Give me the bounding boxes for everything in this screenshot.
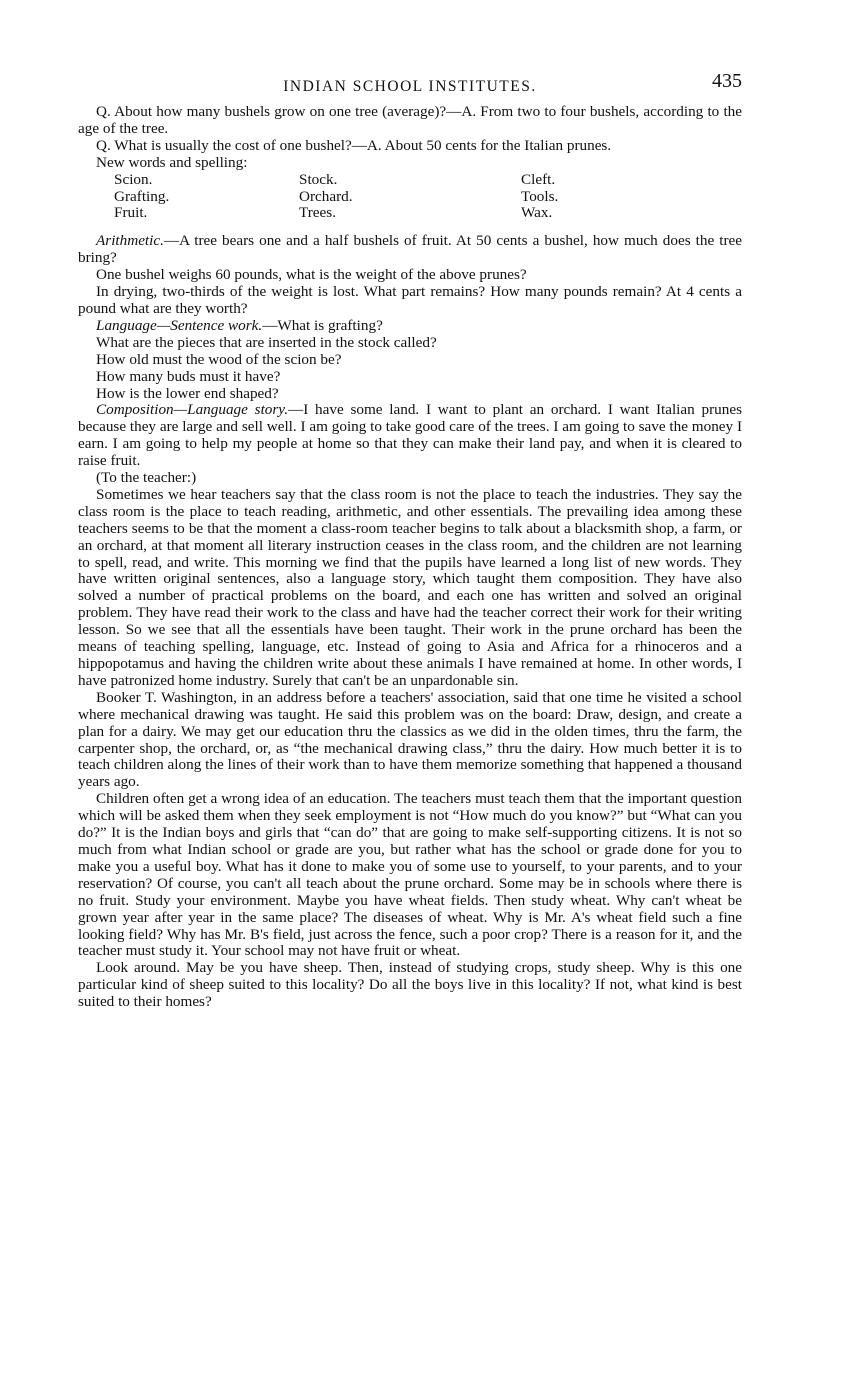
page-number: 435 bbox=[712, 70, 742, 92]
word: Scion. bbox=[114, 170, 153, 188]
word: Grafting. bbox=[114, 187, 170, 205]
language-text: —What is grafting? bbox=[262, 316, 383, 334]
body-text bbox=[78, 104, 742, 1011]
language-question-5: How is the lower end shaped? bbox=[96, 384, 279, 402]
word: Fruit. bbox=[114, 204, 148, 222]
word: Wax. bbox=[521, 204, 553, 222]
paragraph: Sometimes we hear teachers say that the class room is not the place to teach the industries. They say the class room is the place to teach reading, arithmetic, and other essentials. The prevailing idea among these teachers seems to be that the moment a class-room teacher begins to talk about a blacksmith shop, a farm, or an orchard, at that moment all literary instruction ceases in the class room, and the children are not learning to spell, read, and write. This morning we find that the pupils have learned a long list of new words. They have written original sentences, also a language story, which taught them composition. They have also solved a number of practical problems on the board, and each one has written and solved an original problem. They have read their work to the class and have had the teacher correct their work for their writing lesson. So we see that all the essentials have been taught. Their work in the prune orchard has been the means of teaching spelling, language, etc. Instead of going to Asia and Africa for a rhinoceros and a hippopotamus and having the children write about these animals I have remained at home. In other words, I have patronized home industry. Surely that can't be an unpardonable sin. bbox=[78, 485, 742, 689]
page bbox=[78, 70, 742, 1011]
running-head: INDIAN SCHOOL INSTITUTES. bbox=[283, 78, 537, 95]
arithmetic-label: Arithmetic. bbox=[96, 232, 164, 250]
word: Tools. bbox=[521, 187, 559, 205]
paragraph: Booker T. Washington, in an address before a teachers' association, said that one time he visited a school where mechanical drawing was taught. He said this problem was on the board: Draw, design, and create a plan for a dairy. We may get our education thru the classics as we did in the olden times, thru the farm, the carpenter shop, the orchard, or, as “the mechanical drawing class,” thru the dairy. How much better it is to teach children along the lines of their work than to have them memorize something that happened a thousand years ago. bbox=[78, 688, 742, 791]
paragraph: Look around. May be you have sheep. Then, instead of studying crops, study sheep. Why is this one particular kind of sheep suited to this locality? Do all the boys live in this locality? If not, what kind is best suited to their homes? bbox=[78, 959, 742, 1011]
qa-2: Q. What is usually the cost of one bushel?—A. About 50 cents for the Italian prunes. bbox=[96, 136, 612, 154]
language-question-4: How many buds must it have? bbox=[96, 367, 281, 385]
page-header bbox=[78, 70, 742, 104]
arithmetic-problem-3: In drying, two-thirds of the weight is lost. What part remains? How many pounds remain? At 4 cents a pound what are they worth? bbox=[78, 283, 742, 317]
composition-label: Composition—Language story. bbox=[96, 401, 288, 419]
to-teacher: (To the teacher:) bbox=[96, 469, 197, 487]
arithmetic-problem-1 bbox=[78, 233, 742, 267]
word: Stock. bbox=[299, 170, 338, 188]
qa-1: Q. About how many bushels grow on one tree (average)?—A. From two to four bushels, according to the age of the tree. bbox=[78, 103, 742, 137]
word: Trees. bbox=[299, 204, 336, 222]
language-question-1 bbox=[78, 318, 742, 335]
language-question-3: How old must the wood of the scion be? bbox=[96, 350, 342, 368]
new-words-heading: New words and spelling: bbox=[96, 153, 248, 171]
word: Orchard. bbox=[299, 187, 353, 205]
paragraph: Children often get a wrong idea of an education. The teachers must teach them that the important question which will be asked them when they seek employment is not “How much do you know?” but “What can you do?” It is the Indian boys and girls that “can do” that are going to make self-supporting citizens. It is not so much from what Indian school or grade are you, but rather what has the school or grade done for you to make you a useful boy. What has it done to make you of some use to yourself, to your parents, and to your reservation? Of course, you can't all teach about the prune orchard. Some may be in schools where there is no fruit. Study your environment. Maybe you have wheat fields. Then study wheat. Why can't wheat be grown year after year in the same place? The diseases of wheat. Why is Mr. A's wheat field such a fine looking field? Why has Mr. B's field, just across the fence, such a poor crop? There is a reason for it, and the teacher must study it. Your school may not have fruit or wheat. bbox=[78, 790, 742, 960]
language-label: Language—Sentence work. bbox=[96, 316, 263, 334]
word: Cleft. bbox=[521, 170, 556, 188]
arithmetic-problem-2: One bushel weighs 60 pounds, what is the weight of the above prunes? bbox=[96, 266, 527, 284]
language-question-2: What are the pieces that are inserted in the stock called? bbox=[96, 333, 437, 351]
composition-text: —I have some land. I want to plant an orchard. I want Italian prunes because they are large and sell well. I am going to take good care of the trees. I am going to save the money I earn. I am going to help my people at home so that they can make their land pay, and when it is cleared to raise fruit. bbox=[78, 401, 742, 470]
composition-story bbox=[78, 402, 742, 470]
arithmetic-text: —A tree bears one and a half bushels of fruit. At 50 cents a bushel, how much does the tree bring? bbox=[78, 232, 742, 267]
new-words-list bbox=[78, 172, 742, 223]
